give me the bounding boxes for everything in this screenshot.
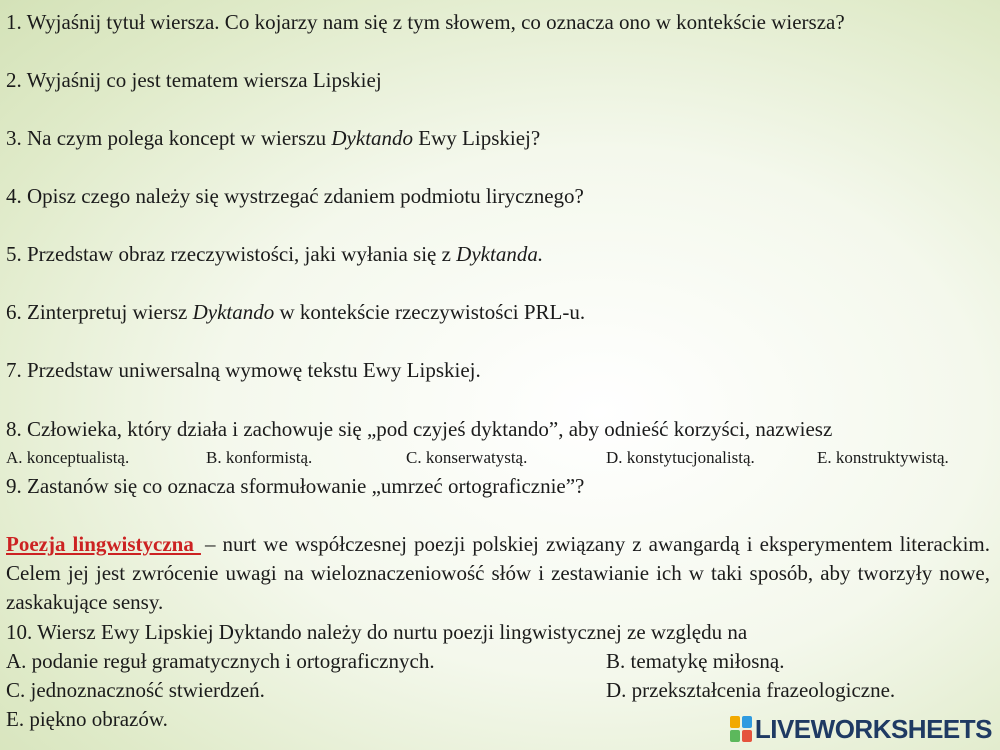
liveworksheets-logo[interactable] [730, 714, 992, 744]
q10-option-e[interactable]: E. piękno obrazów. [6, 707, 168, 731]
q8-option-c[interactable]: C. konserwatystą. [406, 448, 528, 467]
question-9: 9. Zastanów się co oznacza sformułowanie „umrzeć ortograficznie”? [6, 474, 585, 498]
question-6 [6, 299, 585, 325]
question-5-before: 5. Przedstaw obraz rzeczywistości, jaki wyłania się z [6, 242, 457, 266]
definition-paragraph [6, 530, 990, 617]
question-3-title: Dyktando [331, 126, 414, 150]
question-5-title: Dyktanda. [456, 242, 544, 266]
liveworksheets-logo-icon [730, 716, 752, 742]
definition-term: Poezja lingwistyczna [6, 532, 201, 556]
question-6-before: 6. Zinterpretuj wiersz [6, 300, 193, 324]
question-7: 7. Przedstaw uniwersalną wymowę tekstu Ewy Lipskiej. [6, 358, 481, 382]
q10-option-d[interactable]: D. przekształcenia frazeologiczne. [606, 678, 896, 702]
q8-option-a[interactable]: A. konceptualistą. [6, 448, 130, 467]
q8-option-d[interactable]: D. konstytucjonalistą. [606, 448, 755, 467]
q10-option-b[interactable]: B. tematykę miłosną. [606, 649, 785, 673]
question-3-after: Ewy Lipskiej? [413, 126, 541, 150]
q10-option-c[interactable]: C. jednoznaczność stwierdzeń. [6, 678, 265, 702]
definition-text: – nurt we współczesnej poezji polskiej związany z awangardą i eksperymentem literackim. Celem jej jest zwrócenie uwagi na wieloznaczeniowość słów i zestawianie ich w taki sposób, aby tworzyły nowe, zaskakujące sensy. [6, 532, 990, 614]
question-8: 8. Człowieka, który działa i zachowuje się „pod czyjeś dyktando”, aby odnieść korzyści, nazwiesz [6, 417, 833, 441]
question-3-before: 3. Na czym polega koncept w wierszu [6, 126, 332, 150]
q8-option-e[interactable]: E. konstruktywistą. [817, 448, 949, 467]
question-1: 1. Wyjaśnij tytuł wiersza. Co kojarzy nam się z tym słowem, co oznacza ono w kontekście wiersza? [6, 10, 845, 34]
question-5 [6, 241, 543, 267]
q10-option-a[interactable]: A. podanie reguł gramatycznych i ortograficznych. [6, 649, 435, 673]
question-10: 10. Wiersz Ewy Lipskiej Dyktando należy do nurtu poezji lingwistycznej ze względu na [6, 620, 748, 644]
question-2: 2. Wyjaśnij co jest tematem wiersza Lipskiej [6, 68, 382, 92]
question-3 [6, 125, 540, 151]
q8-option-b[interactable]: B. konformistą. [206, 448, 313, 467]
question-6-title: Dyktando [192, 300, 275, 324]
question-6-after: w kontekście rzeczywistości PRL-u. [274, 300, 586, 324]
question-4: 4. Opisz czego należy się wystrzegać zdaniem podmiotu lirycznego? [6, 184, 584, 208]
logo-text: LIVEWORKSHEETS [754, 713, 992, 744]
